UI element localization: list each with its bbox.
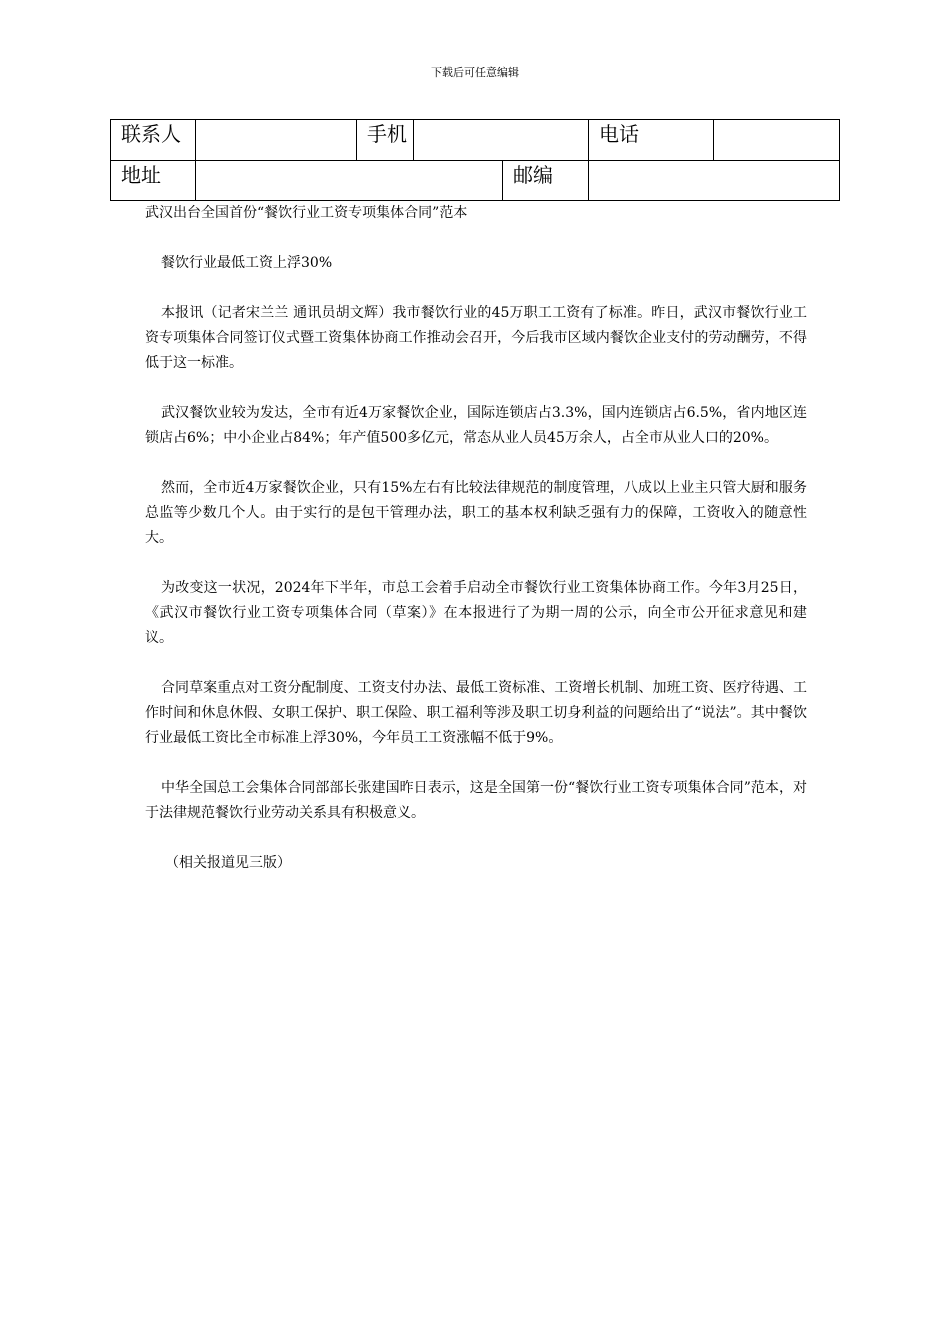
postcode-value-cell[interactable] [589, 160, 840, 201]
phone-value-cell[interactable] [714, 120, 840, 161]
article-paragraph: 武汉餐饮业较为发达，全市有近4万家餐饮企业，国际连锁店占3.3%，国内连锁店占6.5%，省内地区连锁店占6%；中小企业占84%；年产值500多亿元，常态从业人员45万余人，占全市从业人口的20%。 [145, 405, 807, 446]
article-related-note: （相关报道见三版） [165, 855, 291, 871]
postcode-label-cell: 邮编 [503, 160, 589, 201]
phone-label-cell: 电话 [589, 120, 714, 161]
article-body [145, 201, 807, 876]
article-paragraph: 为改变这一状况，2024年下半年，市总工会着手启动全市餐饮行业工资集体协商工作。今年3月25日，《武汉市餐饮行业工资专项集体合同（草案）》在本报进行了为期一周的公示，向全市公开征求意见和建议。 [145, 580, 807, 646]
address-value-cell[interactable] [196, 160, 503, 201]
contact-row-1 [111, 120, 840, 161]
address-label-cell: 地址 [111, 160, 196, 201]
article-paragraph: 合同草案重点对工资分配制度、工资支付办法、最低工资标准、工资增长机制、加班工资、医疗待遇、工作时间和休息休假、女职工保护、职工保险、职工福利等涉及职工切身利益的问题给出了“说法”。其中餐饮行业最低工资比全市标准上浮30%，今年员工工资涨幅不低于9%。 [145, 680, 807, 746]
contact-table [110, 119, 840, 201]
page-header-note: 下载后可任意编辑 [431, 66, 519, 79]
contact-label-cell: 联系人 [111, 120, 196, 161]
mobile-label-cell: 手机 [357, 120, 414, 161]
article-subtitle: 餐饮行业最低工资上浮30% [161, 255, 333, 271]
article-paragraph: 本报讯（记者宋兰兰 通讯员胡文辉）我市餐饮行业的45万职工工资有了标准。昨日，武汉市餐饮行业工资专项集体合同签订仪式暨工资集体协商工作推动会召开，今后我市区域内餐饮企业支付的劳动酬劳，不得低于这一标准。 [145, 305, 807, 371]
mobile-value-cell[interactable] [414, 120, 589, 161]
article-paragraph: 然而，全市近4万家餐饮企业，只有15%左右有比较法律规范的制度管理，八成以上业主只管大厨和服务总监等少数几个人。由于实行的是包干管理办法，职工的基本权利缺乏强有力的保障，工资收入的随意性大。 [145, 480, 807, 546]
contact-value-cell[interactable] [196, 120, 357, 161]
article-paragraph: 中华全国总工会集体合同部部长张建国昨日表示，这是全国第一份“餐饮行业工资专项集体合同”范本，对于法律规范餐饮行业劳动关系具有积极意义。 [145, 780, 807, 821]
article-title: 武汉出台全国首份“餐饮行业工资专项集体合同”范本 [145, 205, 468, 221]
contact-row-2 [111, 160, 840, 201]
